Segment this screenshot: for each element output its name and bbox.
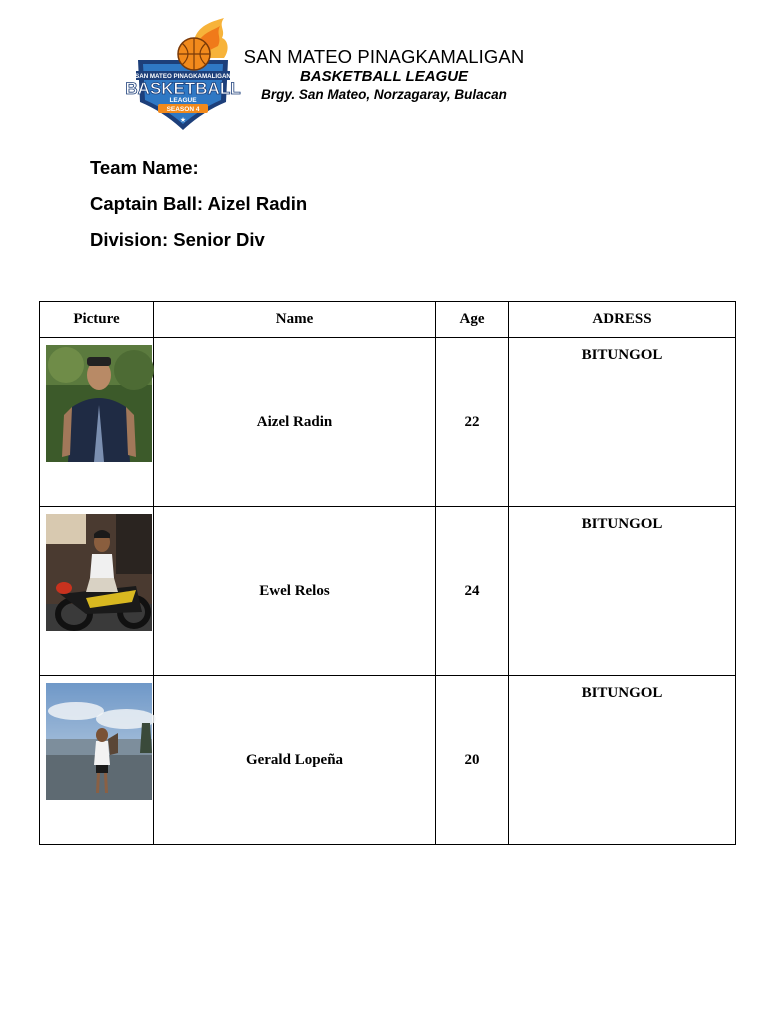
roster-table [39,301,736,845]
player-name: Gerald Lopeña [154,676,436,845]
org-subtitle: BASKETBALL LEAGUE [299,68,469,85]
header-picture: Picture [40,302,154,338]
table-row [40,676,736,845]
league-logo [125,16,241,132]
header-name: Name [154,302,436,338]
table-header-row [40,302,736,338]
player-photo [46,345,152,462]
player-photo [46,514,152,631]
player-name: Ewel Relos [154,507,436,676]
logo-text-season: SEASON 4 [166,106,200,113]
org-address: Brgy. San Mateo, Norzagaray, Bulacan [261,87,507,102]
player-address: BITUNGOL [509,676,736,845]
table-row [40,338,736,507]
logo-text-sub: LEAGUE [169,97,197,104]
captain-line: Captain Ball: Aizel Radin [90,193,308,214]
division-line: Division: Senior Div [90,229,265,250]
logo-text-main: BASKETBALL [125,79,241,98]
player-age: 20 [436,676,509,845]
picture-cell [40,507,154,676]
table-row [40,507,736,676]
header-age: Age [436,302,509,338]
team-name-line: Team Name: [90,157,199,178]
team-info [90,156,307,264]
picture-cell [40,338,154,507]
logo-text-top: SAN MATEO PINAGKAMALIGAN [135,73,231,80]
star-icon: ★ [179,116,187,124]
org-title: SAN MATEO PINAGKAMALIGAN [243,46,525,67]
player-age: 24 [436,507,509,676]
player-address: BITUNGOL [509,507,736,676]
header-address: ADRESS [509,302,736,338]
player-name: Aizel Radin [154,338,436,507]
player-photo [46,683,152,800]
picture-cell [40,676,154,845]
player-address: BITUNGOL [509,338,736,507]
letterhead [236,46,532,104]
player-age: 22 [436,338,509,507]
